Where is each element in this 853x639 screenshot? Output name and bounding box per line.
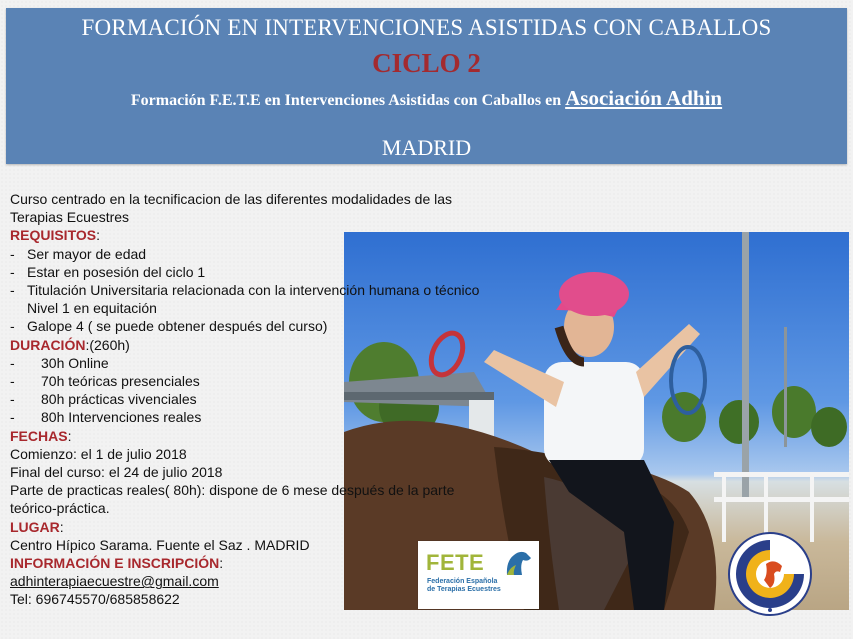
intro-line: Curso centrado en la tecnificacion de las diferentes modalidades de las: [10, 191, 453, 207]
section-heading: DURACIÓN: [10, 336, 86, 353]
list-item: - Estar en posesión del ciclo 1: [10, 263, 530, 281]
section-heading: REQUISITOS: [10, 227, 97, 244]
place-line: Centro Hípico Sarama. Fuente el Saz . MADRID: [10, 536, 310, 553]
fete-logo-word: FETE: [426, 550, 485, 575]
section-heading: INFORMACIÓN E INSCRIPCIÓN: [10, 555, 220, 572]
section-heading: LUGAR: [10, 518, 60, 535]
heading-suffix: :: [67, 427, 72, 444]
phone-line: Tel: 696745570/685858622: [10, 591, 180, 608]
heading-suffix: :: [96, 227, 100, 244]
fete-logo-line: Federación Española: [427, 578, 498, 585]
heading-suffix: :(260h): [85, 336, 130, 353]
list-item: - Galope 4 ( se puede obtener después del curso): [10, 317, 530, 335]
heading-suffix: :: [219, 555, 224, 572]
organization-link[interactable]: Asociación Adhin: [565, 86, 723, 110]
city-label: MADRID: [381, 135, 472, 160]
date-line: Parte de practicas reales( 80h): dispone de 6 mese después de la parte: [10, 482, 455, 499]
fete-logo-line: de Terapias Ecuestres: [427, 586, 501, 593]
horse-head-icon: [504, 549, 534, 577]
date-line: Comienzo: el 1 de julio 2018: [10, 445, 187, 462]
list-item: - Ser mayor de edad: [10, 245, 530, 263]
section-heading: FECHAS: [10, 427, 68, 444]
subtitle: [6, 86, 847, 111]
place-heading: [10, 518, 530, 536]
page-title: FORMACIÓN EN INTERVENCIONES ASISTIDAS CON CABALLOS: [81, 15, 772, 40]
cycle-label: CICLO 2: [372, 48, 481, 78]
fete-logo: [418, 541, 539, 609]
subtitle-text: Formación F.E.T.E en Intervenciones Asistidas con Caballos en: [130, 92, 562, 109]
adhin-circle-logo: [726, 530, 814, 618]
list-item: - 80h Intervenciones reales: [10, 408, 530, 426]
date-line: teórico-práctica.: [10, 500, 110, 517]
list-item-continuation: Nivel 1 en equitación: [27, 300, 157, 317]
requirements-heading: [10, 226, 530, 244]
header-banner: [6, 8, 847, 164]
email-link[interactable]: adhinterapiaecuestre@gmail.com: [10, 573, 219, 590]
fete-logo-subtitle: [427, 578, 501, 594]
list-item: - 80h prácticas vivenciales: [10, 390, 530, 408]
date-line: Final del curso: el 24 de julio 2018: [10, 464, 223, 481]
duration-heading: [10, 336, 530, 354]
dates-heading: [10, 427, 530, 445]
intro-line: Terapias Ecuestres: [10, 209, 130, 226]
heading-suffix: :: [59, 518, 64, 535]
list-item: - Titulación Universitaria relacionada con la intervención humana o técnico: [10, 281, 530, 299]
list-item: - 30h Online: [10, 354, 530, 372]
list-item: - 70h teóricas presenciales: [10, 372, 530, 390]
